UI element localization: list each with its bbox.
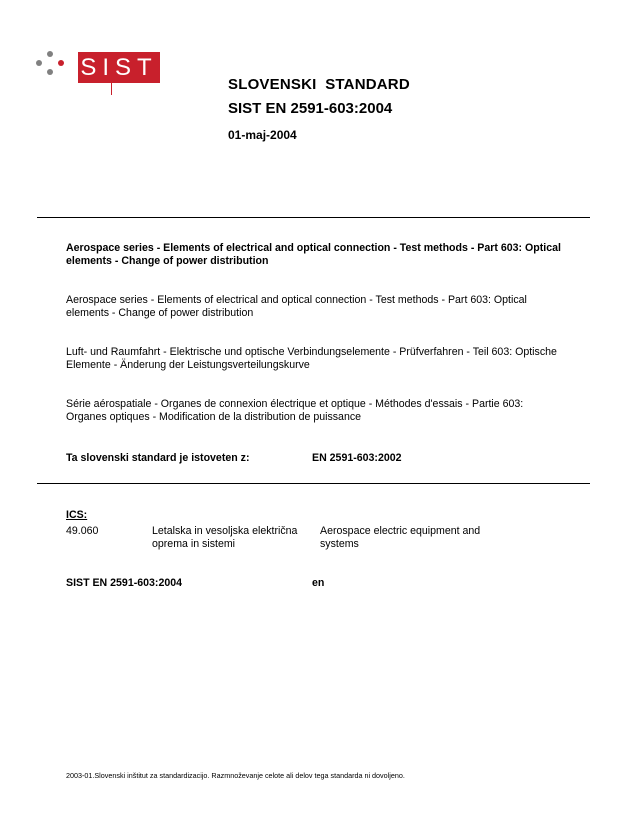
title-de: Luft- und Raumfahrt - Elektrische und optische Verbindungselemente - Prüfverfahren - Teil 603: Optische Elemente - Änderung der Leistungsverteilungskurve xyxy=(66,346,557,371)
copyright-footer: 2003-01.Slovenski inštitut za standardizacijo. Razmnoževanje celote ali delov tega standarda ni dovoljeno. xyxy=(66,771,405,780)
standard-type-title: SLOVENSKI STANDARD xyxy=(228,76,410,93)
title-fr: Série aérospatiale - Organes de connexion électrique et optique - Méthodes d'essais - Partie 603: Organes optiques - Modification de la distribution de puissance xyxy=(66,398,524,423)
ics-description-en: Aerospace electric equipment and systems xyxy=(320,525,481,550)
title-en-bold: Aerospace series - Elements of electrical and optical connection - Test methods - Part 603: Optical elements - Change of power distribution xyxy=(66,242,561,267)
title-en: Aerospace series - Elements of electrical and optical connection - Test methods - Part 603: Optical elements - Change of power distribution xyxy=(66,294,527,319)
logo-dots-icon xyxy=(34,50,70,84)
identity-label: Ta slovenski standard je istoveten z: xyxy=(66,452,250,464)
bottom-divider xyxy=(37,483,590,484)
logo-rule xyxy=(111,83,112,95)
standard-code-title: SIST EN 2591-603:2004 xyxy=(228,100,393,117)
standard-code: SIST EN 2591-603:2004 xyxy=(66,577,183,589)
ics-description-sl: Letalska in vesoljska električna oprema in sistemi xyxy=(152,525,298,550)
publication-date: 01-maj-2004 xyxy=(228,128,297,142)
ics-heading: ICS: xyxy=(66,509,88,521)
sist-logo: SIST xyxy=(78,52,160,83)
identity-value: EN 2591-603:2002 xyxy=(312,452,402,464)
ics-code: 49.060 xyxy=(66,525,99,537)
standard-language: en xyxy=(312,577,325,589)
top-divider xyxy=(37,217,590,218)
